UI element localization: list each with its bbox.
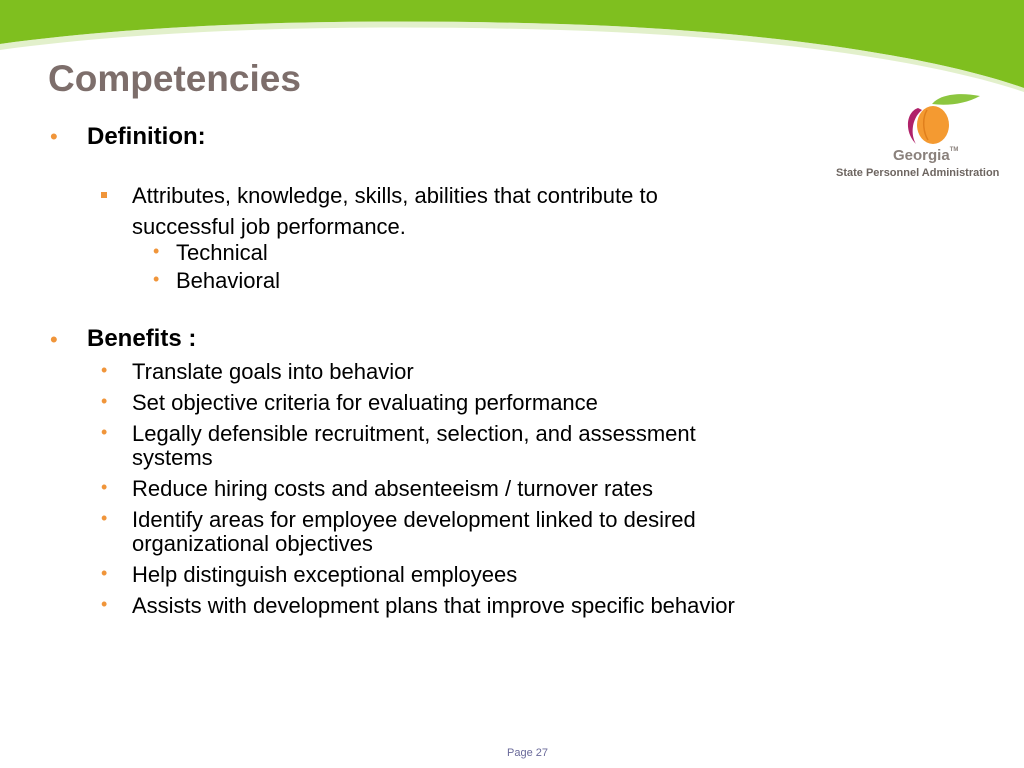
- logo-subtitle: State Personnel Administration: [836, 167, 1000, 179]
- benefit-bullet: •: [101, 422, 108, 442]
- benefits-heading: Benefits :: [87, 325, 197, 352]
- definition-text-line2: successful job performance.: [132, 214, 406, 239]
- benefit-bullet: •: [101, 594, 108, 614]
- benefit-item: Set objective criteria for evaluating performance: [132, 390, 598, 415]
- slide-title: Competencies: [48, 58, 301, 99]
- benefit-item: Identify areas for employee development linked to desired: [132, 507, 696, 532]
- sub-item-bullet: •: [153, 269, 160, 289]
- benefit-item-continuation: organizational objectives: [132, 531, 373, 556]
- benefit-item: Assists with development plans that improve specific behavior: [132, 593, 735, 618]
- benefit-bullet: •: [101, 477, 108, 497]
- benefit-item-continuation: systems: [132, 445, 213, 470]
- benefit-item: Translate goals into behavior: [132, 359, 414, 384]
- benefit-bullet: •: [101, 391, 108, 411]
- page-number: Page 27: [507, 747, 548, 759]
- benefit-item: Legally defensible recruitment, selection, and assessment: [132, 421, 696, 446]
- benefits-bullet: •: [50, 327, 58, 352]
- definition-heading: Definition:: [87, 123, 206, 150]
- definition-square-bullet: [101, 192, 107, 198]
- benefit-bullet: •: [101, 508, 108, 528]
- benefit-item: Help distinguish exceptional employees: [132, 562, 518, 587]
- logo-wordmark: [893, 147, 958, 164]
- definition-bullet: •: [50, 124, 58, 149]
- peach-icon: [820, 88, 1024, 148]
- definition-text-line1: Attributes, knowledge, skills, abilities that contribute to: [132, 183, 658, 208]
- sub-item-bullet: •: [153, 241, 160, 261]
- definition-sub-item-behavioral: Behavioral: [176, 268, 280, 293]
- benefit-bullet: •: [101, 563, 108, 583]
- georgia-logo: [820, 88, 1024, 188]
- benefit-bullet: •: [101, 360, 108, 380]
- logo-name: Georgia: [893, 147, 950, 164]
- benefit-item: Reduce hiring costs and absenteeism / turnover rates: [132, 476, 653, 501]
- definition-sub-item-technical: Technical: [176, 240, 268, 265]
- logo-trademark: TM: [949, 147, 959, 153]
